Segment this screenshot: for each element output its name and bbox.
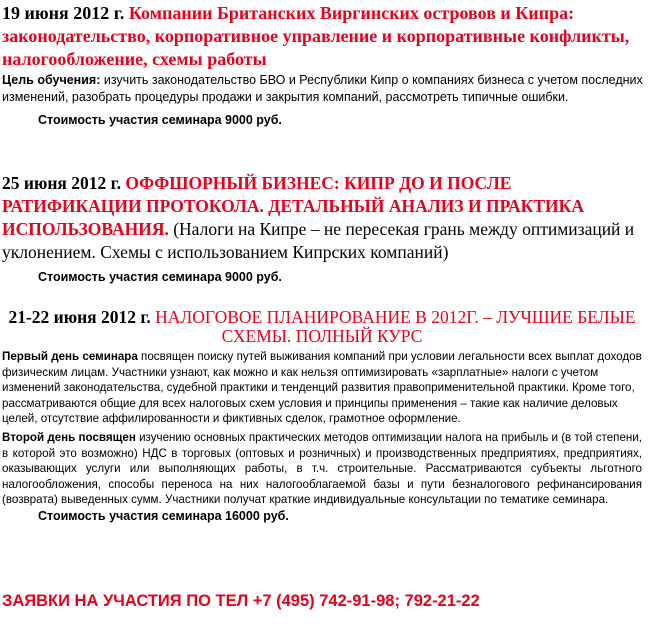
seminar-1-price: Стоимость участия семинара 9000 руб. [38, 113, 282, 127]
seminar-1-goal [2, 72, 644, 105]
seminar-3-title: НАЛОГОВОЕ ПЛАНИРОВАНИЕ В 2012Г. – ЛУЧШИЕ БЕЛЫЕ СХЕМЫ. ПОЛНЫЙ КУРС [155, 307, 636, 346]
seminar-2-heading [2, 172, 644, 264]
seminar-3-day1-text: посвящен поиску путей выживания компаний при условии легальности всех выплат доходов физическим лицам. Участники узнают, как можно и как нельзя оптимизировать «зарплатные» налоги с учетом изменений законодательства, судебной практики и тенденций развития правоприменительной практики. Кроме того, рассматриваются общие для всех налоговых схем условия и принципы применения – такие как наличие деловых целей, отсутствие аффилированности и фиктивных сделок, грамотное оформление. [2, 350, 642, 426]
seminar-3-day2-text: изучению основных практических методов оптимизации налога на прибыль и (в той степени, в которой это возможно) НДС в торговых (оптовых и розничных) и производственных предприятиях, предприятиях, оказывающих услуги или выполняющих работы, в т.ч. строительные. Рассматриваются субъекты льготного налогообложения, способы переноса на них налогооблагаемой базы и пути безналогового рефинансирования (возврата) выведенных сумм. Участники получат краткие индивидуальные консультации по тематике семинара. [2, 430, 643, 507]
seminar-3-day1-label: Первый день семинара [2, 350, 138, 363]
seminar-2-title: ОФФШОРНЫЙ БИЗНЕС: КИПР ДО И ПОСЛЕ РАТИФИКАЦИИ ПРОТОКОЛА. ДЕТАЛЬНЫЙ АНАЛИЗ И ПРАКТИКА ИСПОЛЬЗОВАНИЯ. [2, 173, 584, 239]
seminar-3-day2 [2, 430, 642, 508]
seminar-3-day2-label: Второй день посвящен [2, 430, 136, 444]
seminar-2-note: (Налоги на Кипре – не пересекая грань между оптимизаций и уклонением. Схемы с использованием Кипрских компаний) [2, 219, 635, 262]
seminar-1-heading [2, 2, 644, 71]
seminar-3-day1 [2, 349, 642, 427]
seminar-1-goal-text: изучить законодательство БВО и Республики Кипр о компаниях бизнеса с учетом последних изменений, разобрать процедуры продажи и закрытия компаний, рассмотреть типичные ошибки. [2, 73, 643, 104]
seminar-1-date: 19 июня 2012 г. [2, 3, 125, 23]
seminar-3-price: Стоимость участия семинара 16000 руб. [38, 508, 289, 523]
seminar-2-date: 25 июня 2012 г. [2, 173, 121, 193]
seminar-1-goal-label: Цель обучения: [2, 73, 101, 87]
seminar-3 [2, 308, 642, 523]
seminar-2-price: Стоимость участия семинара 9000 руб. [38, 270, 282, 284]
seminar-3-date: 21-22 июня 2012 г. [8, 307, 151, 327]
seminar-1 [2, 2, 644, 127]
registration-phone: ЗАЯВКИ НА УЧАСТИЯ ПО ТЕЛ +7 (495) 742-91-98; 792-21-22 [2, 592, 480, 610]
seminar-2 [2, 172, 644, 284]
seminar-3-heading [2, 308, 642, 346]
seminar-1-title: Компании Британских Виргинских островов и Кипра: законодательство, корпоративное управление и корпоративные конфликты, налогообложение, схемы работы [2, 3, 630, 69]
